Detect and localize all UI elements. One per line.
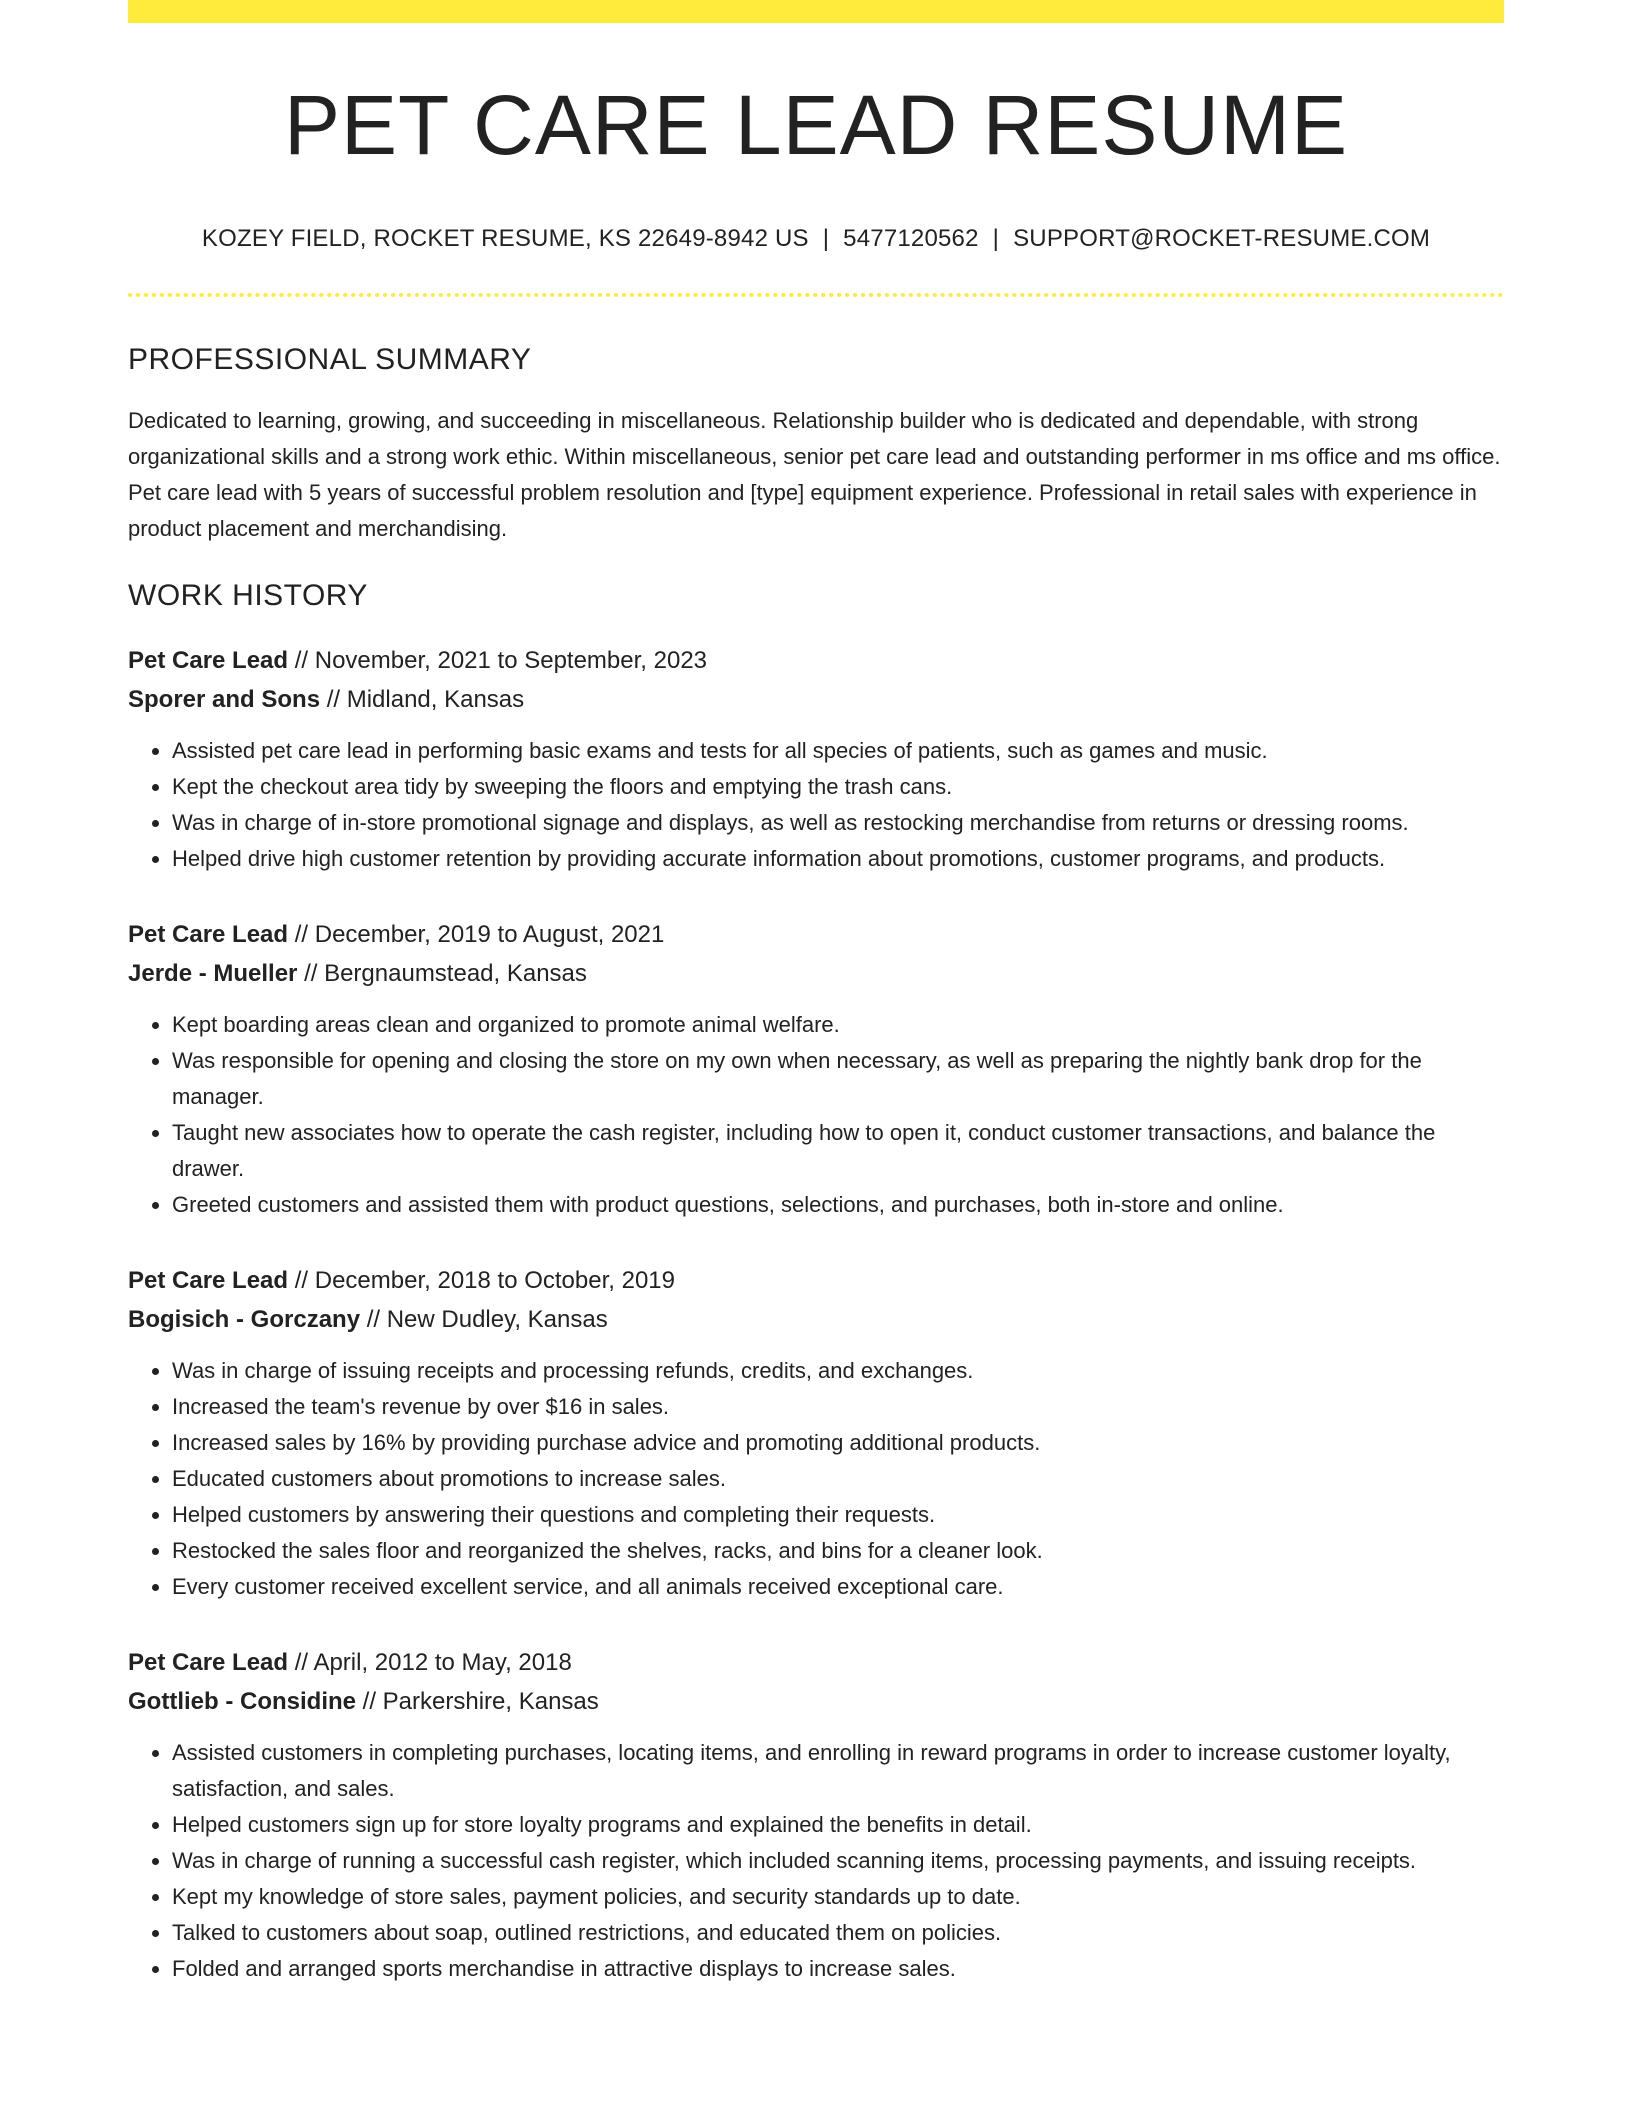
job-location: Parkershire, Kansas: [382, 1688, 599, 1715]
job-dates: December, 2018 to October, 2019: [314, 1267, 675, 1294]
job-bullets: [128, 1007, 1504, 1223]
summary-heading: PROFESSIONAL SUMMARY: [128, 343, 532, 376]
job-entry: [128, 641, 1504, 877]
job-title-line: [128, 641, 1504, 680]
job-company-line: [128, 954, 1504, 993]
delimiter: //: [360, 1306, 387, 1333]
job-title-line: [128, 1261, 1504, 1300]
resume-page: [128, 0, 1504, 1987]
bullet-item: • Kept my knowledge of store sales, payment policies, and security standards up to date.: [172, 1879, 1504, 1915]
bullet-item: • Kept the checkout area tidy by sweeping the floors and emptying the trash cans.: [172, 769, 1504, 805]
bullet-item: • Helped customers by answering their questions and completing their requests.: [172, 1497, 1504, 1533]
contact-address: KOZEY FIELD, ROCKET RESUME, KS 22649-8942 US: [201, 225, 809, 252]
bullet-item: • Was responsible for opening and closing the store on my own when necessary, as well as preparing the nightly bank drop for the manager.: [172, 1043, 1504, 1115]
job-location: Midland, Kansas: [346, 686, 525, 713]
job-entry: [128, 1261, 1504, 1605]
job-company-line: [128, 1682, 1504, 1721]
bullet-item: • Greeted customers and assisted them with product questions, selections, and purchases, both in-store and online.: [172, 1187, 1504, 1223]
contact-separator: |: [992, 225, 1000, 252]
bullet-item: • Folded and arranged sports merchandise in attractive displays to increase sales.: [172, 1951, 1504, 1987]
bullet-item: • Helped drive high customer retention by providing accurate information about promotions, customer programs, and products.: [172, 841, 1504, 877]
dotted-divider: [128, 293, 1504, 297]
bullet-item: • Increased the team's revenue by over $16 in sales.: [172, 1389, 1504, 1425]
job-bullets: [128, 1735, 1504, 1987]
bullet-item: • Was in charge of running a successful cash register, which included scanning items, processing payments, and issuing receipts.: [172, 1843, 1504, 1879]
job-company-line: [128, 680, 1504, 719]
job-title: Pet Care Lead: [128, 1267, 289, 1294]
job-company: Jerde - Mueller: [128, 960, 298, 987]
bullet-item: • Every customer received excellent service, and all animals received exceptional care.: [172, 1569, 1504, 1605]
bullet-item: • Was in charge of in-store promotional signage and displays, as well as restocking merchandise from returns or dressing rooms.: [172, 805, 1504, 841]
summary-text: Dedicated to learning, growing, and succeeding in miscellaneous. Relationship builder who is dedicated and dependable, with strong organizational skills and a strong work ethic. Within miscellaneous, senior pet care lead and outstanding performer in ms office and ms office. Pet care lead with 5 years of successful problem resolution and [type] equipment experience. Professional in retail sales with experience in product placement and merchandising.: [128, 408, 1501, 541]
contact-separator: |: [822, 225, 830, 252]
bullet-item: • Educated customers about promotions to increase sales.: [172, 1461, 1504, 1497]
job-title: Pet Care Lead: [128, 1649, 289, 1676]
job-company-line: [128, 1300, 1504, 1339]
delimiter: //: [297, 960, 325, 987]
bullet-item: • Increased sales by 16% by providing purchase advice and promoting additional products.: [172, 1425, 1504, 1461]
job-entry: [128, 915, 1504, 1223]
delimiter: //: [288, 921, 315, 948]
bullet-item: • Assisted pet care lead in performing basic exams and tests for all species of patients, such as games and music.: [172, 733, 1504, 769]
accent-top-bar: [128, 0, 1504, 23]
bullet-item: • Kept boarding areas clean and organized to promote animal welfare.: [172, 1007, 1504, 1043]
job-bullets: [128, 733, 1504, 877]
contact-phone: 5477120562: [843, 225, 979, 252]
job-bullets: [128, 1353, 1504, 1605]
delimiter: //: [356, 1688, 383, 1715]
job-title-line: [128, 1643, 1504, 1682]
job-title: Pet Care Lead: [128, 921, 289, 948]
delimiter: //: [288, 647, 315, 674]
contact-line: [128, 225, 1504, 253]
job-company: Sporer and Sons: [128, 686, 321, 713]
delimiter: //: [320, 686, 347, 713]
work-history-heading: WORK HISTORY: [128, 579, 368, 612]
job-title: Pet Care Lead: [128, 647, 289, 674]
job-dates: April, 2012 to May, 2018: [313, 1649, 572, 1676]
job-title-line: [128, 915, 1504, 954]
delimiter: //: [288, 1649, 314, 1676]
bullet-item: • Was in charge of issuing receipts and processing refunds, credits, and exchanges.: [172, 1353, 1504, 1389]
bullet-item: • Taught new associates how to operate the cash register, including how to open it, conduct customer transactions, and balance the drawer.: [172, 1115, 1504, 1187]
delimiter: //: [288, 1267, 315, 1294]
job-location: Bergnaumstead, Kansas: [324, 960, 587, 987]
bullet-item: • Talked to customers about soap, outlined restrictions, and educated them on policies.: [172, 1915, 1504, 1951]
resume-title: PET CARE LEAD RESUME: [283, 78, 1349, 172]
contact-email: SUPPORT@ROCKET-RESUME.COM: [1013, 225, 1431, 252]
job-dates: November, 2021 to September, 2023: [314, 647, 708, 674]
job-dates: December, 2019 to August, 2021: [314, 921, 665, 948]
job-company: Bogisich - Gorczany: [128, 1306, 361, 1333]
bullet-item: • Helped customers sign up for store loyalty programs and explained the benefits in detail.: [172, 1807, 1504, 1843]
bullet-item: • Restocked the sales floor and reorganized the shelves, racks, and bins for a cleaner look.: [172, 1533, 1504, 1569]
bullet-item: • Assisted customers in completing purchases, locating items, and enrolling in reward programs in order to increase customer loyalty, satisfaction, and sales.: [172, 1735, 1504, 1807]
job-location: New Dudley, Kansas: [386, 1306, 608, 1333]
job-company: Gottlieb - Considine: [128, 1688, 356, 1715]
job-entry: [128, 1643, 1504, 1987]
